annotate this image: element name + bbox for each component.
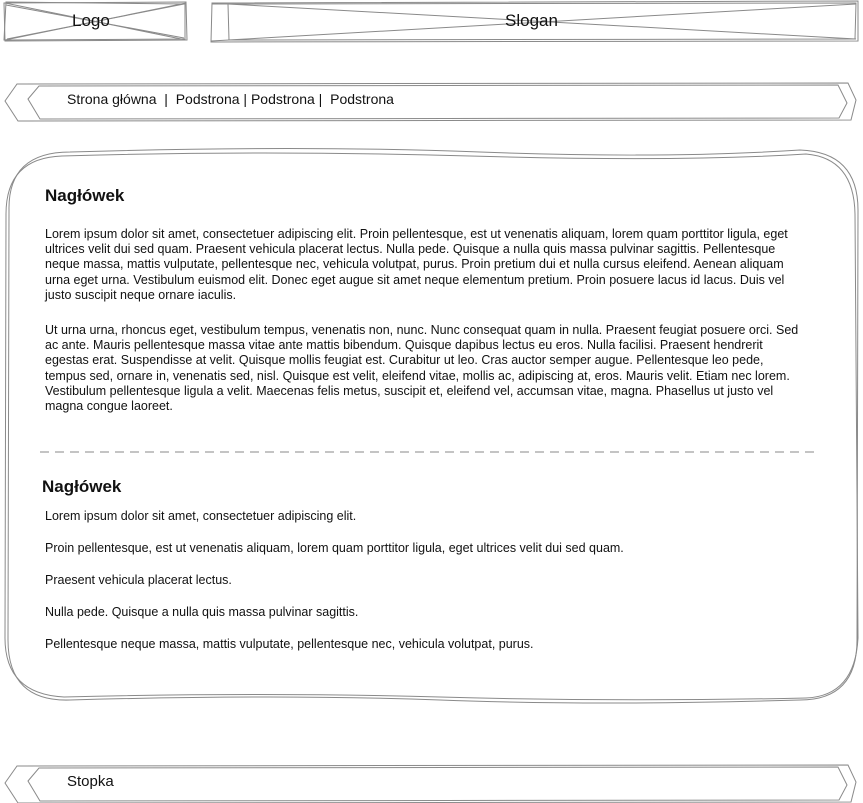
nav-separator: | [314,91,331,107]
nav-link-subpage-1[interactable]: Podstrona [175,91,240,107]
nav-separator: | [239,91,251,107]
slogan-text: Slogan [505,11,558,30]
section-1-paragraph-2: Ut urna urna, rhoncus eget, vestibulum tempus, venenatis non, nunc. Nunc consequat quam in nulla. Praesent feugiat posuere orci. Sed ac ante. Mauris pellentesque massa vitae ante mattis bibendum. Quisque dapibus lectus eu eros. Nulla facilisi. Praesent hendrerit egestas erat. Suspendisse at velit. Quisque mollis feugiat est. Curabitur ut leo. Cras auctor semper augue. Pellentesque leo pede, tempus sed, ornare in, venenatis sed, nisl. Quisque est velit, eleifend vitae, mollis ac, adipiscing at, eros. Mauris velit. Etiam nec lorem. Vestibulum pellentesque ligula a velit. Maecenas felis metus, suscipit et, eleifend vel, accumsan vitae, magna. Phasellus ut justo vel magna congue laoreet. [45,323,799,414]
section-2-line-5: Pellentesque neque massa, mattis vulputate, pellentesque nec, vehicula volutpat, purus. [45,637,534,651]
nav-link-subpage-2[interactable]: Podstrona [250,91,315,107]
section-2-line-2: Proin pellentesque, est ut venenatis aliquam, lorem quam porttitor ligula, eget ultrices velit dui sed quam. [45,541,624,555]
section-2-line-1: Lorem ipsum dolor sit amet, consectetuer adipiscing elit. [45,509,357,523]
section-2-title: Nagłówek [42,477,122,496]
footer-label: Stopka [67,773,114,790]
section-1-title: Nagłówek [45,186,125,205]
nav-link-home[interactable]: Strona główna [67,91,157,107]
section-1 [45,186,807,414]
section-1-paragraph-1: Lorem ipsum dolor sit amet, consectetuer adipiscing elit. Proin pellentesque, est ut venenatis aliquam, lorem quam porttitor ligula, eget ultrices velit dui sed quam. Praesent vehicula placerat lectus. Nulla pede. Quisque a nulla quis massa pulvinar sagittis. Pellentesque neque massa, mattis vulputate, pellentesque nec, vehicula volutpat, purus. Proin pretium dui et nulla cursus eleifend. Aenean aliquam urna eget urna. Vestibulum euismod elit. Donec eget augue sit amet neque elementum pretium. Proin posuere lacus id lacus. Duis vel justo suscipit neque ornare iaculis. [45,227,788,302]
slogan-label [0,11,863,31]
footer-banner-shape [5,765,856,803]
logo-label[interactable]: Logo [72,11,110,30]
section-2-line-3: Praesent vehicula placerat lectus. [45,573,232,587]
main-navigation [67,91,394,107]
nav-link-subpage-3[interactable]: Podstrona [330,91,394,107]
section-2-line-4: Nulla pede. Quisque a nulla quis massa pulvinar sagittis. [45,605,359,619]
nav-separator: | [156,91,176,107]
